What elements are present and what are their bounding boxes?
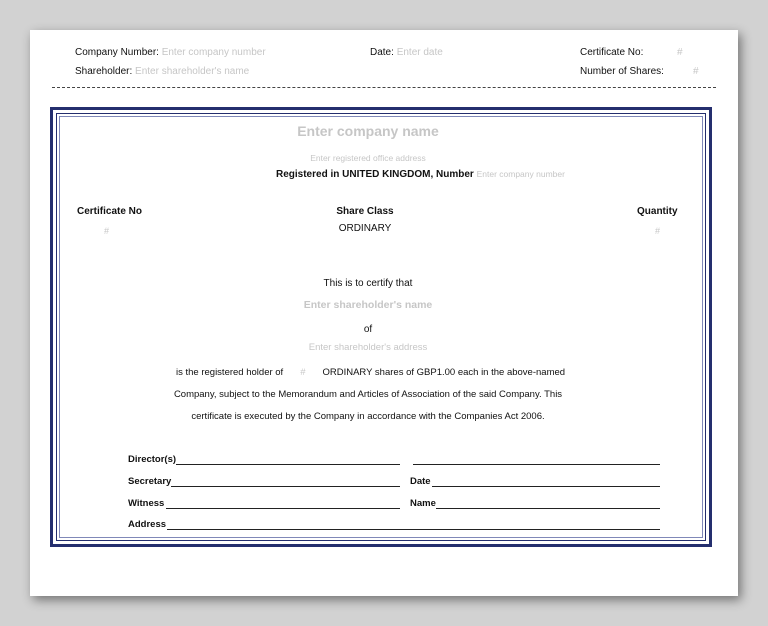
dashed-divider [52, 87, 716, 88]
holder-prefix: is the registered holder of [176, 367, 284, 378]
directors-label: Director(s) [128, 454, 177, 465]
shareholder-name-input[interactable]: Enter shareholder's name [303, 299, 433, 311]
body-line-2: Company, subject to the Memorandum and Articles of Association of the said Company. This [173, 389, 563, 400]
witness-name-line[interactable] [436, 508, 660, 509]
company-name-input[interactable]: Enter company name [297, 123, 439, 139]
shareholder-label: Shareholder: [75, 66, 133, 77]
col-share-class-value: ORDINARY [338, 223, 392, 234]
office-address-input[interactable]: Enter registered office address [310, 153, 426, 163]
holder-line [176, 367, 565, 378]
company-number-field [75, 47, 266, 58]
witness-signature-line[interactable] [166, 508, 400, 509]
number-of-shares-input[interactable]: # [693, 66, 699, 77]
signature-date-line[interactable] [432, 486, 660, 487]
date-label: Date: [370, 47, 394, 58]
shareholder-input[interactable]: Enter shareholder's name [135, 66, 250, 77]
col-quantity-label: Quantity [637, 206, 678, 217]
registered-line [276, 169, 565, 180]
secretary-label: Secretary [128, 476, 172, 487]
body-line-3: certificate is executed by the Company in accordance with the Companies Act 2006. [191, 411, 545, 422]
shareholder-address-input[interactable]: Enter shareholder's address [308, 342, 428, 353]
directors-second-signature-line[interactable] [413, 464, 660, 465]
company-number-label: Company Number: [75, 47, 159, 58]
witness-name-label: Name [410, 498, 436, 509]
directors-signature-line[interactable] [176, 464, 400, 465]
col-share-class-label: Share Class [336, 206, 394, 217]
secretary-signature-line[interactable] [171, 486, 400, 487]
company-number-input[interactable]: Enter company number [161, 47, 266, 58]
address-line[interactable] [167, 529, 660, 530]
certificate-no-label: Certificate No: [580, 47, 644, 58]
certificate-no-input[interactable]: # [677, 47, 683, 58]
witness-label: Witness [128, 498, 165, 509]
holder-suffix: ORDINARY shares of GBP1.00 each in the above-named [322, 367, 566, 378]
col-certificate-no-label: Certificate No [77, 206, 143, 217]
signature-date-label: Date [410, 476, 431, 487]
number-of-shares-label: Number of Shares: [580, 66, 664, 77]
certify-text: This is to certify that [323, 278, 413, 289]
date-input[interactable]: Enter date [396, 47, 443, 58]
registered-number-input[interactable]: Enter company number [476, 169, 565, 179]
col-quantity-input[interactable]: # [655, 226, 661, 236]
col-certificate-no-input[interactable]: # [104, 226, 110, 236]
date-field [370, 47, 443, 58]
registered-in-label: Registered in UNITED KINGDOM, Number [276, 169, 474, 180]
certificate-sheet [30, 30, 738, 596]
shareholder-field [75, 66, 249, 77]
address-label: Address [128, 519, 167, 530]
holder-shares-input[interactable]: # [300, 367, 306, 378]
of-text: of [363, 324, 373, 335]
